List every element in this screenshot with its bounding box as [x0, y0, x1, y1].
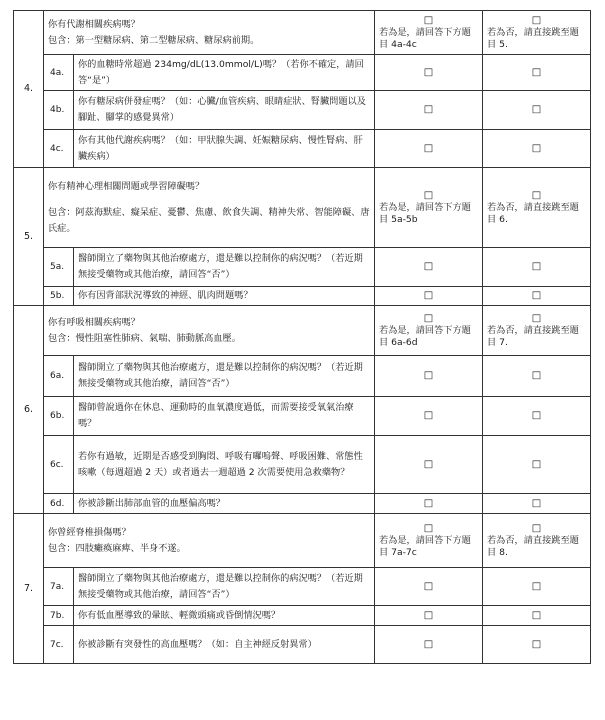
no-checkbox[interactable]: □: [483, 130, 591, 168]
sub-question-text: 醫師開立了藥物與其他治療處方，還是難以控制你的病況嗎？（若近期無接受藥物或其他治療，請回答“否”）: [74, 248, 375, 287]
yes-checkbox[interactable]: □: [375, 55, 483, 91]
no-checkbox[interactable]: □: [483, 494, 591, 514]
yes-checkbox[interactable]: □: [375, 436, 483, 494]
section-number: 6.: [14, 306, 44, 514]
yes-checkbox[interactable]: □: [375, 287, 483, 306]
sub-question-text: 你有因背部狀況導致的神經、肌肉問題嗎？: [74, 287, 375, 306]
yes-option-cell: [375, 306, 483, 356]
yes-option-cell: [375, 11, 483, 55]
no-checkbox[interactable]: □: [483, 55, 591, 91]
sub-question-row: [14, 568, 591, 606]
sub-question-id: 7a.: [44, 568, 74, 606]
no-instruction: 若為否，請直接跳至題目 8.: [487, 534, 579, 558]
section-header-row: [14, 514, 591, 568]
sub-question-text: 你有其他代謝疾病嗎？（如：甲狀腺失調、妊娠糖尿病、慢性腎病、肝臟疾病）: [74, 130, 375, 168]
sub-question-id: 5a.: [44, 248, 74, 287]
section-includes: 包含：第一型糖尿病、第二型糖尿病、糖尿病前期。: [48, 34, 260, 46]
sub-question-row: [14, 91, 591, 130]
yes-checkbox[interactable]: □: [423, 522, 434, 534]
sub-question-id: 6b.: [44, 397, 74, 436]
yes-checkbox[interactable]: □: [375, 568, 483, 606]
section-question: 你曾經脊椎損傷嗎？: [48, 526, 131, 538]
sub-question-row: [14, 436, 591, 494]
yes-checkbox[interactable]: □: [375, 626, 483, 664]
no-instruction: 若為否，請直接跳至題目 7.: [487, 324, 579, 348]
no-option-cell: [483, 168, 591, 248]
yes-instruction: 若為是，請回答下方題目 5a-5b: [379, 201, 471, 225]
sub-question-text: 你的血糖時常超過 234mg/dL(13.0mmol/L)嗎？（若你不確定，請回答“是”）: [74, 55, 375, 91]
yes-checkbox[interactable]: □: [375, 130, 483, 168]
sub-question-id: 6a.: [44, 356, 74, 397]
no-checkbox[interactable]: □: [483, 287, 591, 306]
sub-question-id: 4a.: [44, 55, 74, 91]
sub-question-row: [14, 494, 591, 514]
no-instruction: 若為否，請直接跳至題目 6.: [487, 201, 579, 225]
yes-checkbox[interactable]: □: [423, 189, 434, 201]
sub-question-row: [14, 130, 591, 168]
sub-question-text: 醫師曾說過你在休息、運動時的血氧濃度過低，而需要接受氧氣治療嗎？: [74, 397, 375, 436]
section-question-cell: [44, 514, 375, 568]
sub-question-text: 你有低血壓導致的暈眩、輕微頭痛或昏倒情況嗎？: [74, 606, 375, 626]
section-question: 你有代謝相關疾病嗎？: [48, 18, 140, 30]
section-question: 你有精神心理相關問題或學習障礙嗎？: [48, 180, 205, 192]
section-number: 5.: [14, 168, 44, 306]
sub-question-row: [14, 248, 591, 287]
yes-checkbox[interactable]: □: [375, 397, 483, 436]
no-checkbox[interactable]: □: [483, 248, 591, 287]
yes-checkbox[interactable]: □: [423, 312, 434, 324]
section-question-cell: [44, 306, 375, 356]
section-question: 你有呼吸相關疾病嗎？: [48, 316, 140, 328]
sub-question-text: 醫師開立了藥物與其他治療處方，還是難以控制你的病況嗎？（若近期無接受藥物或其他治療，請回答“否”）: [74, 568, 375, 606]
sub-question-text: 醫師開立了藥物與其他治療處方，還是難以控制你的病況嗎？（若近期無接受藥物或其他治療，請回答“否”）: [74, 356, 375, 397]
section-header-row: [14, 306, 591, 356]
no-checkbox[interactable]: □: [531, 189, 542, 201]
sub-question-text: 你被診斷有突發性的高血壓嗎？（如：自主神經反射異常）: [74, 626, 375, 664]
no-checkbox[interactable]: □: [483, 606, 591, 626]
no-checkbox[interactable]: □: [483, 356, 591, 397]
no-checkbox[interactable]: □: [483, 626, 591, 664]
sub-question-id: 5b.: [44, 287, 74, 306]
section-includes: 包含：阿茲海默症、癡呆症、憂鬱、焦慮、飲食失調、精神失常、智能障礙、唐氏症。: [48, 206, 370, 234]
yes-checkbox[interactable]: □: [375, 91, 483, 130]
sub-question-id: 7b.: [44, 606, 74, 626]
no-checkbox[interactable]: □: [483, 91, 591, 130]
section-number: 7.: [14, 514, 44, 664]
sub-question-text: 你有糖尿病併發症嗎？（如：心臟/血管疾病、眼睛症狀、腎臟問題以及腳趾、腳掌的感覺異常）: [74, 91, 375, 130]
sub-question-id: 7c.: [44, 626, 74, 664]
sub-question-id: 6c.: [44, 436, 74, 494]
section-header-row: [14, 11, 591, 55]
sub-question-row: [14, 626, 591, 664]
questionnaire-table: [13, 10, 591, 664]
yes-checkbox[interactable]: □: [375, 494, 483, 514]
no-checkbox[interactable]: □: [483, 436, 591, 494]
no-instruction: 若為否，請直接跳至題目 5.: [487, 26, 579, 50]
section-number: 4.: [14, 11, 44, 168]
no-checkbox[interactable]: □: [483, 397, 591, 436]
section-header-row: [14, 168, 591, 248]
yes-instruction: 若為是，請回答下方題目 7a-7c: [379, 534, 471, 558]
no-checkbox[interactable]: □: [483, 568, 591, 606]
yes-checkbox[interactable]: □: [375, 606, 483, 626]
sub-question-text: 你被診斷出肺部血管的血壓偏高嗎？: [74, 494, 375, 514]
section-question-cell: [44, 168, 375, 248]
no-option-cell: [483, 306, 591, 356]
yes-checkbox[interactable]: □: [423, 14, 434, 26]
no-checkbox[interactable]: □: [531, 14, 542, 26]
yes-checkbox[interactable]: □: [375, 356, 483, 397]
yes-checkbox[interactable]: □: [375, 248, 483, 287]
sub-question-row: [14, 356, 591, 397]
no-option-cell: [483, 11, 591, 55]
sub-question-id: 4b.: [44, 91, 74, 130]
sub-question-text: 若你有過敏，近期是否感受到胸悶、呼吸有囉嗚聲、呼吸困難、常態性咳嗽（每週超過 2 天）或者過去一週超過 2 次需要使用急救藥物？: [74, 436, 375, 494]
no-option-cell: [483, 514, 591, 568]
section-includes: 包含：四肢癱瘓麻痺、半身不遂。: [48, 542, 186, 554]
yes-instruction: 若為是，請回答下方題目 4a-4c: [379, 26, 471, 50]
sub-question-id: 4c.: [44, 130, 74, 168]
sub-question-row: [14, 606, 591, 626]
section-question-cell: [44, 11, 375, 55]
sub-question-row: [14, 397, 591, 436]
no-checkbox[interactable]: □: [531, 312, 542, 324]
yes-instruction: 若為是，請回答下方題目 6a-6d: [379, 324, 471, 348]
yes-option-cell: [375, 514, 483, 568]
section-includes: 包含：慢性阻塞性肺病、氣喘、肺動脈高血壓。: [48, 332, 241, 344]
no-checkbox[interactable]: □: [531, 522, 542, 534]
yes-option-cell: [375, 168, 483, 248]
sub-question-row: [14, 287, 591, 306]
sub-question-row: [14, 55, 591, 91]
sub-question-id: 6d.: [44, 494, 74, 514]
